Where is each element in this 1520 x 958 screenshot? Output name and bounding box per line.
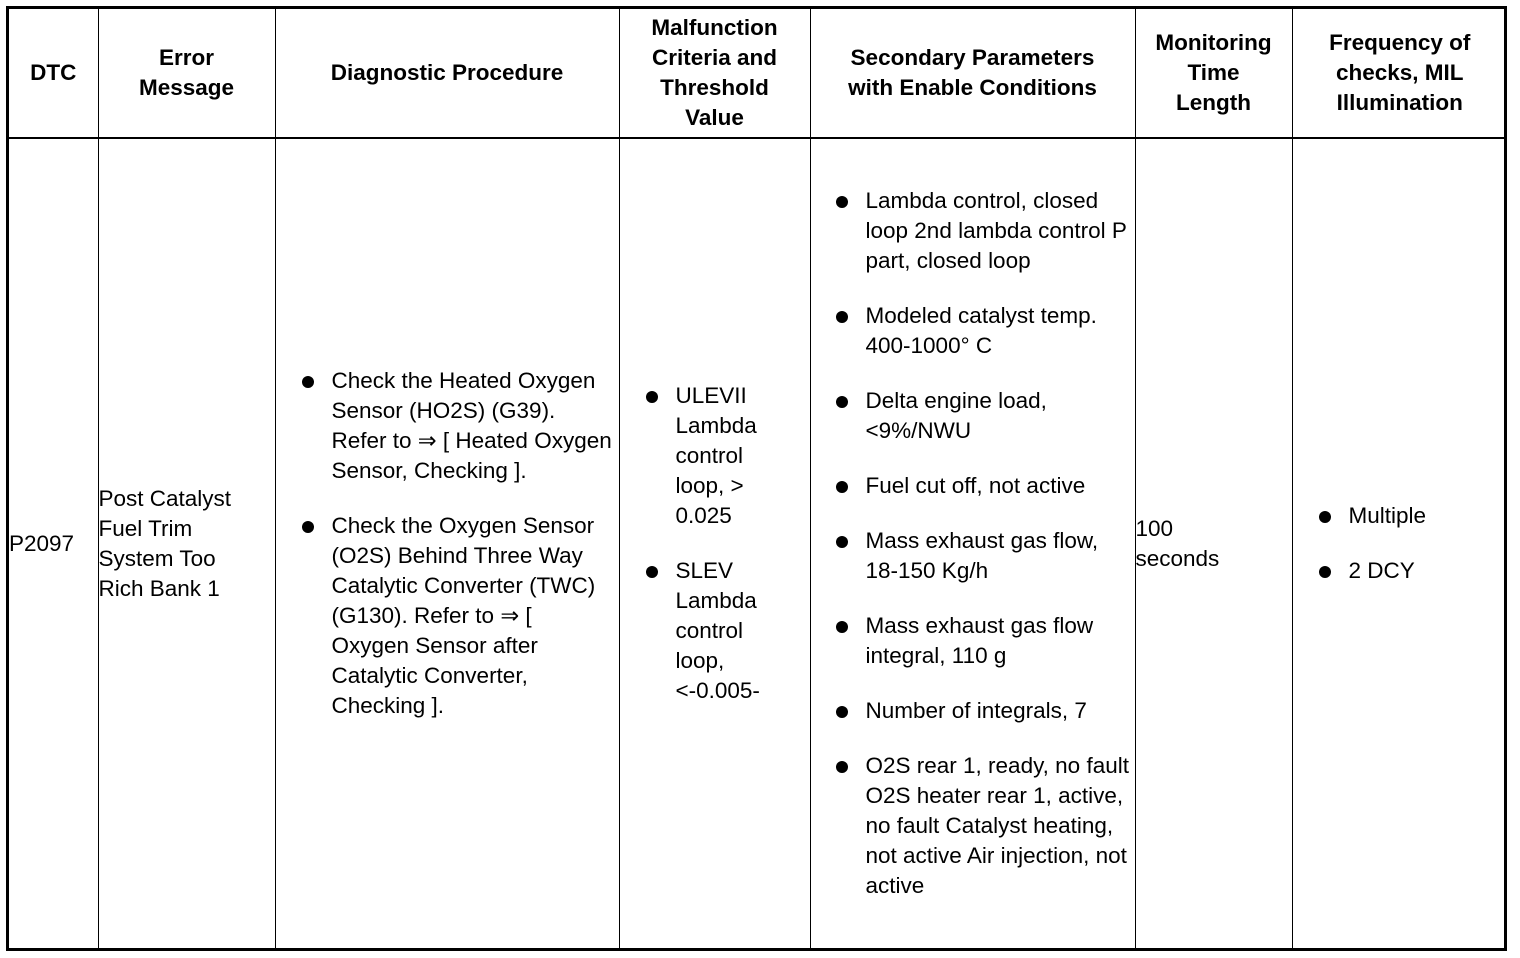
monitoring-time-text: 100 seconds — [1135, 515, 1220, 571]
error-message-text: Post Catalyst Fuel Trim System Too Rich Bank 1 — [98, 485, 232, 601]
criteria-list — [620, 381, 810, 706]
list-item — [866, 386, 1131, 446]
bullet-icon — [1319, 511, 1331, 523]
parameter-text: Modeled catalyst temp. 400-1000° C — [865, 303, 1097, 358]
bullet-icon — [836, 761, 848, 773]
bullet-icon — [836, 311, 848, 323]
bullet-icon — [836, 621, 848, 633]
cell-malfunction-criteria — [619, 138, 810, 948]
header-malfunction-criteria-text: Malfunction Criteria and Threshold Value — [651, 15, 778, 130]
secondary-parameters-list — [811, 186, 1135, 901]
parameter-text: Lambda control, closed loop 2nd lambda control P part, closed loop — [865, 188, 1127, 273]
list-item — [866, 526, 1131, 586]
parameter-text: Mass exhaust gas flow, 18-150 Kg/h — [865, 528, 1099, 583]
bullet-icon — [836, 396, 848, 408]
bullet-icon — [646, 566, 658, 578]
list-item — [866, 301, 1131, 361]
list-item — [866, 611, 1131, 671]
list-item — [1349, 556, 1508, 586]
diagnostic-table-frame — [6, 6, 1507, 951]
list-item — [866, 751, 1131, 901]
parameter-text: Number of integrals, 7 — [865, 698, 1087, 723]
header-dtc: DTC — [9, 9, 98, 138]
parameter-text: Delta engine load, <9%/NWU — [865, 388, 1047, 443]
criteria-text: ULEVII Lambda control loop, > 0.025 — [675, 383, 757, 528]
cell-secondary-parameters — [810, 138, 1135, 948]
bullet-icon — [836, 481, 848, 493]
header-secondary-parameters — [810, 9, 1135, 138]
procedure-step-text: Check the Oxygen Sensor (O2S) Behind Three Way Catalytic Converter (TWC) (G130). Refer to ⇒ [ Oxygen Sensor after Catalytic Converter, Checking ]. — [331, 513, 596, 718]
header-frequency-mil — [1292, 9, 1507, 138]
header-monitoring-time-text: Monitoring Time Length — [1155, 30, 1272, 115]
header-diagnostic-procedure: Diagnostic Procedure — [275, 9, 619, 138]
header-secondary-parameters-text: Secondary Parameters with Enable Conditions — [848, 45, 1097, 100]
header-monitoring-time — [1135, 9, 1292, 138]
parameter-text: Mass exhaust gas flow integral, 110 g — [865, 613, 1094, 668]
cell-monitoring-time — [1135, 138, 1292, 948]
table-row — [9, 138, 1507, 948]
header-malfunction-criteria — [619, 9, 810, 138]
list-item — [866, 186, 1131, 276]
bullet-icon — [646, 391, 658, 403]
procedure-list — [276, 366, 619, 721]
list-item — [1349, 501, 1508, 531]
bullet-icon — [836, 536, 848, 548]
diagnostic-table — [9, 9, 1507, 948]
list-item — [676, 381, 804, 531]
header-row — [9, 9, 1507, 138]
cell-error-message — [98, 138, 275, 948]
header-frequency-mil-text: Frequency of checks, MIL Illumination — [1329, 30, 1471, 115]
list-item — [332, 511, 613, 721]
criteria-text: SLEV Lambda control loop, <-0.005- — [675, 558, 760, 703]
parameter-text: Fuel cut off, not active — [865, 473, 1086, 498]
bullet-icon — [1319, 566, 1331, 578]
bullet-icon — [836, 196, 848, 208]
frequency-text: 2 DCY — [1348, 558, 1415, 583]
bullet-icon — [302, 376, 314, 388]
bullet-icon — [836, 706, 848, 718]
list-item — [676, 556, 804, 706]
procedure-step-text: Check the Heated Oxygen Sensor (HO2S) (G39). Refer to ⇒ [ Heated Oxygen Sensor, Checking ]. — [331, 368, 612, 483]
header-error-message-text: Error Message — [138, 45, 235, 100]
cell-diagnostic-procedure — [275, 138, 619, 948]
list-item — [866, 696, 1131, 726]
parameter-text: O2S rear 1, ready, no fault O2S heater rear 1, active, no fault Catalyst heating, not active Air injection, not active — [865, 753, 1129, 898]
list-item — [332, 366, 613, 486]
header-error-message — [98, 9, 275, 138]
cell-dtc: P2097 — [9, 138, 98, 948]
frequency-list — [1293, 501, 1508, 586]
bullet-icon — [302, 521, 314, 533]
frequency-text: Multiple — [1348, 503, 1427, 528]
list-item — [866, 471, 1131, 501]
cell-frequency-mil — [1292, 138, 1507, 948]
